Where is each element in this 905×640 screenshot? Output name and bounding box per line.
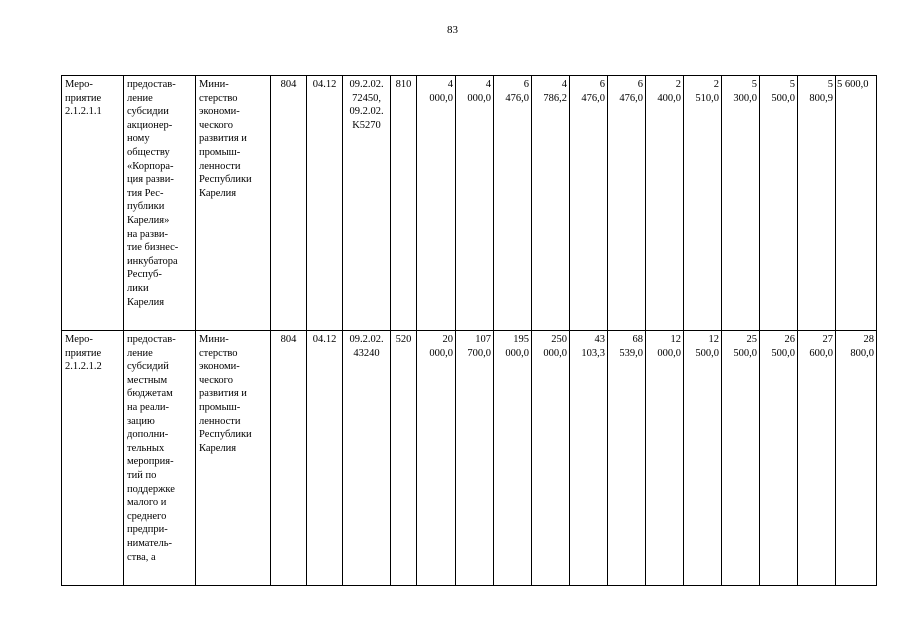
value-cell <box>646 76 684 331</box>
value-cell <box>722 331 760 586</box>
description-line: ление <box>127 92 153 104</box>
description-line: обществу <box>127 146 170 158</box>
csr-cell <box>343 76 391 331</box>
value-cell <box>608 331 646 586</box>
value-line: 68 <box>632 334 643 345</box>
value-cell <box>760 331 798 586</box>
value-line: 000,0 <box>657 347 681 359</box>
activity-name-line: 2.1.2.1.1 <box>65 106 102 118</box>
csr-line: 43240 <box>353 347 380 359</box>
value-cell <box>494 331 532 586</box>
description-line: ление <box>127 347 153 359</box>
description-line: Респуб- <box>127 269 162 281</box>
value-line: 600,0 <box>809 347 833 359</box>
value-cell <box>532 331 570 586</box>
value-line: 500,0 <box>695 347 719 359</box>
value-cell <box>417 331 456 586</box>
value-cell <box>417 76 456 331</box>
description-line: Карелия <box>127 296 165 308</box>
table-row <box>62 331 877 586</box>
value-line: 476,0 <box>505 92 529 104</box>
description-line: субсидий <box>127 361 169 373</box>
activity-name-line: приятие <box>65 92 102 104</box>
executor-line: промыш- <box>199 146 241 158</box>
value-line: 28 <box>863 334 874 345</box>
value-line: 12 <box>708 334 719 345</box>
executor-cell <box>196 331 271 586</box>
value-line: 000,0 <box>429 347 453 359</box>
vr-cell: 520 <box>391 331 417 586</box>
executor-line: ческого <box>199 119 233 131</box>
value-line: 250 <box>551 334 567 345</box>
executor-line: Республики <box>199 174 252 186</box>
value-line: 195 <box>513 334 529 345</box>
value-line: 500,0 <box>771 92 795 104</box>
value-line: 2 <box>713 79 719 90</box>
budget-table <box>61 75 877 586</box>
value-cell <box>836 76 877 331</box>
value-line: 103,3 <box>581 347 605 359</box>
executor-line: экономи- <box>199 106 240 118</box>
value-cell <box>532 76 570 331</box>
value-line: 4 <box>485 79 491 90</box>
description-line: зацию <box>127 415 155 427</box>
description-line: малого и <box>127 497 167 509</box>
description-line: субсидии <box>127 106 169 118</box>
activity-name-line: Меро- <box>65 79 93 90</box>
executor-cell <box>196 76 271 331</box>
value-line: 400,0 <box>657 92 681 104</box>
value-line: 000,0 <box>429 92 453 104</box>
value-line: 500,0 <box>733 347 757 359</box>
value-line: 539,0 <box>619 347 643 359</box>
value-cell <box>494 76 532 331</box>
value-cell <box>798 331 836 586</box>
executor-line: ческого <box>199 374 233 386</box>
description-cell <box>124 76 196 331</box>
csr-line: 72450, <box>352 92 381 104</box>
value-line: 6 <box>523 79 529 90</box>
rzpr-cell: 04.12 <box>307 76 343 331</box>
activity-name-cell <box>62 331 124 586</box>
value-line: 800,9 <box>809 92 833 104</box>
table-row <box>62 76 877 331</box>
value-cell <box>836 331 877 586</box>
value-line: 5 <box>751 79 757 90</box>
executor-line: развития и <box>199 388 247 400</box>
description-line: среднего <box>127 510 167 522</box>
value-cell <box>646 331 684 586</box>
description-line: Карелия» <box>127 214 170 226</box>
value-cell <box>684 331 722 586</box>
value-line: 6 <box>599 79 605 90</box>
value-line: 4 <box>447 79 453 90</box>
csr-line: 09.2.02. <box>349 334 384 345</box>
csr-line: K5270 <box>352 119 381 131</box>
description-line: тий по <box>127 469 157 481</box>
value-cell <box>684 76 722 331</box>
description-line: публики <box>127 201 165 213</box>
value-cell <box>570 76 608 331</box>
value-line: 4 <box>561 79 567 90</box>
grbs-cell: 804 <box>271 76 307 331</box>
value-cell <box>608 76 646 331</box>
activity-name-cell <box>62 76 124 331</box>
value-line: 12 <box>670 334 681 345</box>
value-line: 25 <box>746 334 757 345</box>
value-line: 43 <box>594 334 605 345</box>
description-line: тия Рес- <box>127 187 164 199</box>
executor-line: развития и <box>199 133 247 145</box>
executor-line: экономи- <box>199 361 240 373</box>
value-cell <box>722 76 760 331</box>
executor-line: стерство <box>199 347 238 359</box>
value-line: 5 <box>789 79 795 90</box>
value-cell <box>456 76 494 331</box>
executor-line: Мини- <box>199 79 229 90</box>
value-line: 2 <box>675 79 681 90</box>
value-line: 500,0 <box>771 347 795 359</box>
value-line: 000,0 <box>467 92 491 104</box>
executor-line: ленности <box>199 415 241 427</box>
csr-cell <box>343 331 391 586</box>
activity-name-line: приятие <box>65 347 102 359</box>
value-line: 300,0 <box>733 92 757 104</box>
description-line: предостав- <box>127 334 176 345</box>
rzpr-cell: 04.12 <box>307 331 343 586</box>
executor-line: Мини- <box>199 334 229 345</box>
value-cell <box>570 331 608 586</box>
description-line: тельных <box>127 442 165 454</box>
value-cell <box>798 76 836 331</box>
description-cell <box>124 331 196 586</box>
value-line: 26 <box>784 334 795 345</box>
executor-line: промыш- <box>199 401 241 413</box>
description-line: предпри- <box>127 524 168 536</box>
description-line: дополни- <box>127 429 169 441</box>
description-line: бюджетам <box>127 388 173 400</box>
executor-line: ленности <box>199 160 241 172</box>
description-line: на разви- <box>127 228 169 240</box>
description-line: ства, а <box>127 551 156 563</box>
activity-name-line: 2.1.2.1.2 <box>65 361 102 373</box>
description-line: на реали- <box>127 401 170 413</box>
value-line: 6 <box>637 79 643 90</box>
description-line: поддержке <box>127 483 175 495</box>
description-line: инкубатора <box>127 255 178 267</box>
activity-name-line: Меро- <box>65 334 93 345</box>
executor-line: Карелия <box>199 442 237 454</box>
value-line: 700,0 <box>467 347 491 359</box>
value-cell <box>760 76 798 331</box>
description-line: ному <box>127 133 150 145</box>
description-line: мероприя- <box>127 456 174 468</box>
description-line: ция разви- <box>127 174 174 186</box>
description-line: местным <box>127 374 168 386</box>
executor-line: Республики <box>199 429 252 441</box>
description-line: ниматель- <box>127 537 172 549</box>
csr-line: 09.2.02. <box>349 79 384 90</box>
description-line: предостав- <box>127 79 176 90</box>
value-line: 107 <box>475 334 491 345</box>
executor-line: стерство <box>199 92 238 104</box>
value-line: 27 <box>822 334 833 345</box>
value-line: 800,0 <box>850 347 874 359</box>
page-number: 83 <box>447 24 458 36</box>
value-line: 5 600,0 <box>837 79 869 90</box>
value-line: 000,0 <box>543 347 567 359</box>
description-line: лики <box>127 282 149 294</box>
value-line: 476,0 <box>619 92 643 104</box>
value-line: 786,2 <box>543 92 567 104</box>
value-cell <box>456 331 494 586</box>
description-line: тие бизнес- <box>127 242 179 254</box>
value-line: 476,0 <box>581 92 605 104</box>
description-line: акционер- <box>127 119 173 131</box>
executor-line: Карелия <box>199 187 237 199</box>
vr-cell: 810 <box>391 76 417 331</box>
csr-line: 09.2.02. <box>349 106 384 118</box>
grbs-cell: 804 <box>271 331 307 586</box>
value-line: 20 <box>442 334 453 345</box>
value-line: 5 <box>827 79 833 90</box>
value-line: 000,0 <box>505 347 529 359</box>
description-line: «Корпора- <box>127 160 174 172</box>
value-line: 510,0 <box>695 92 719 104</box>
